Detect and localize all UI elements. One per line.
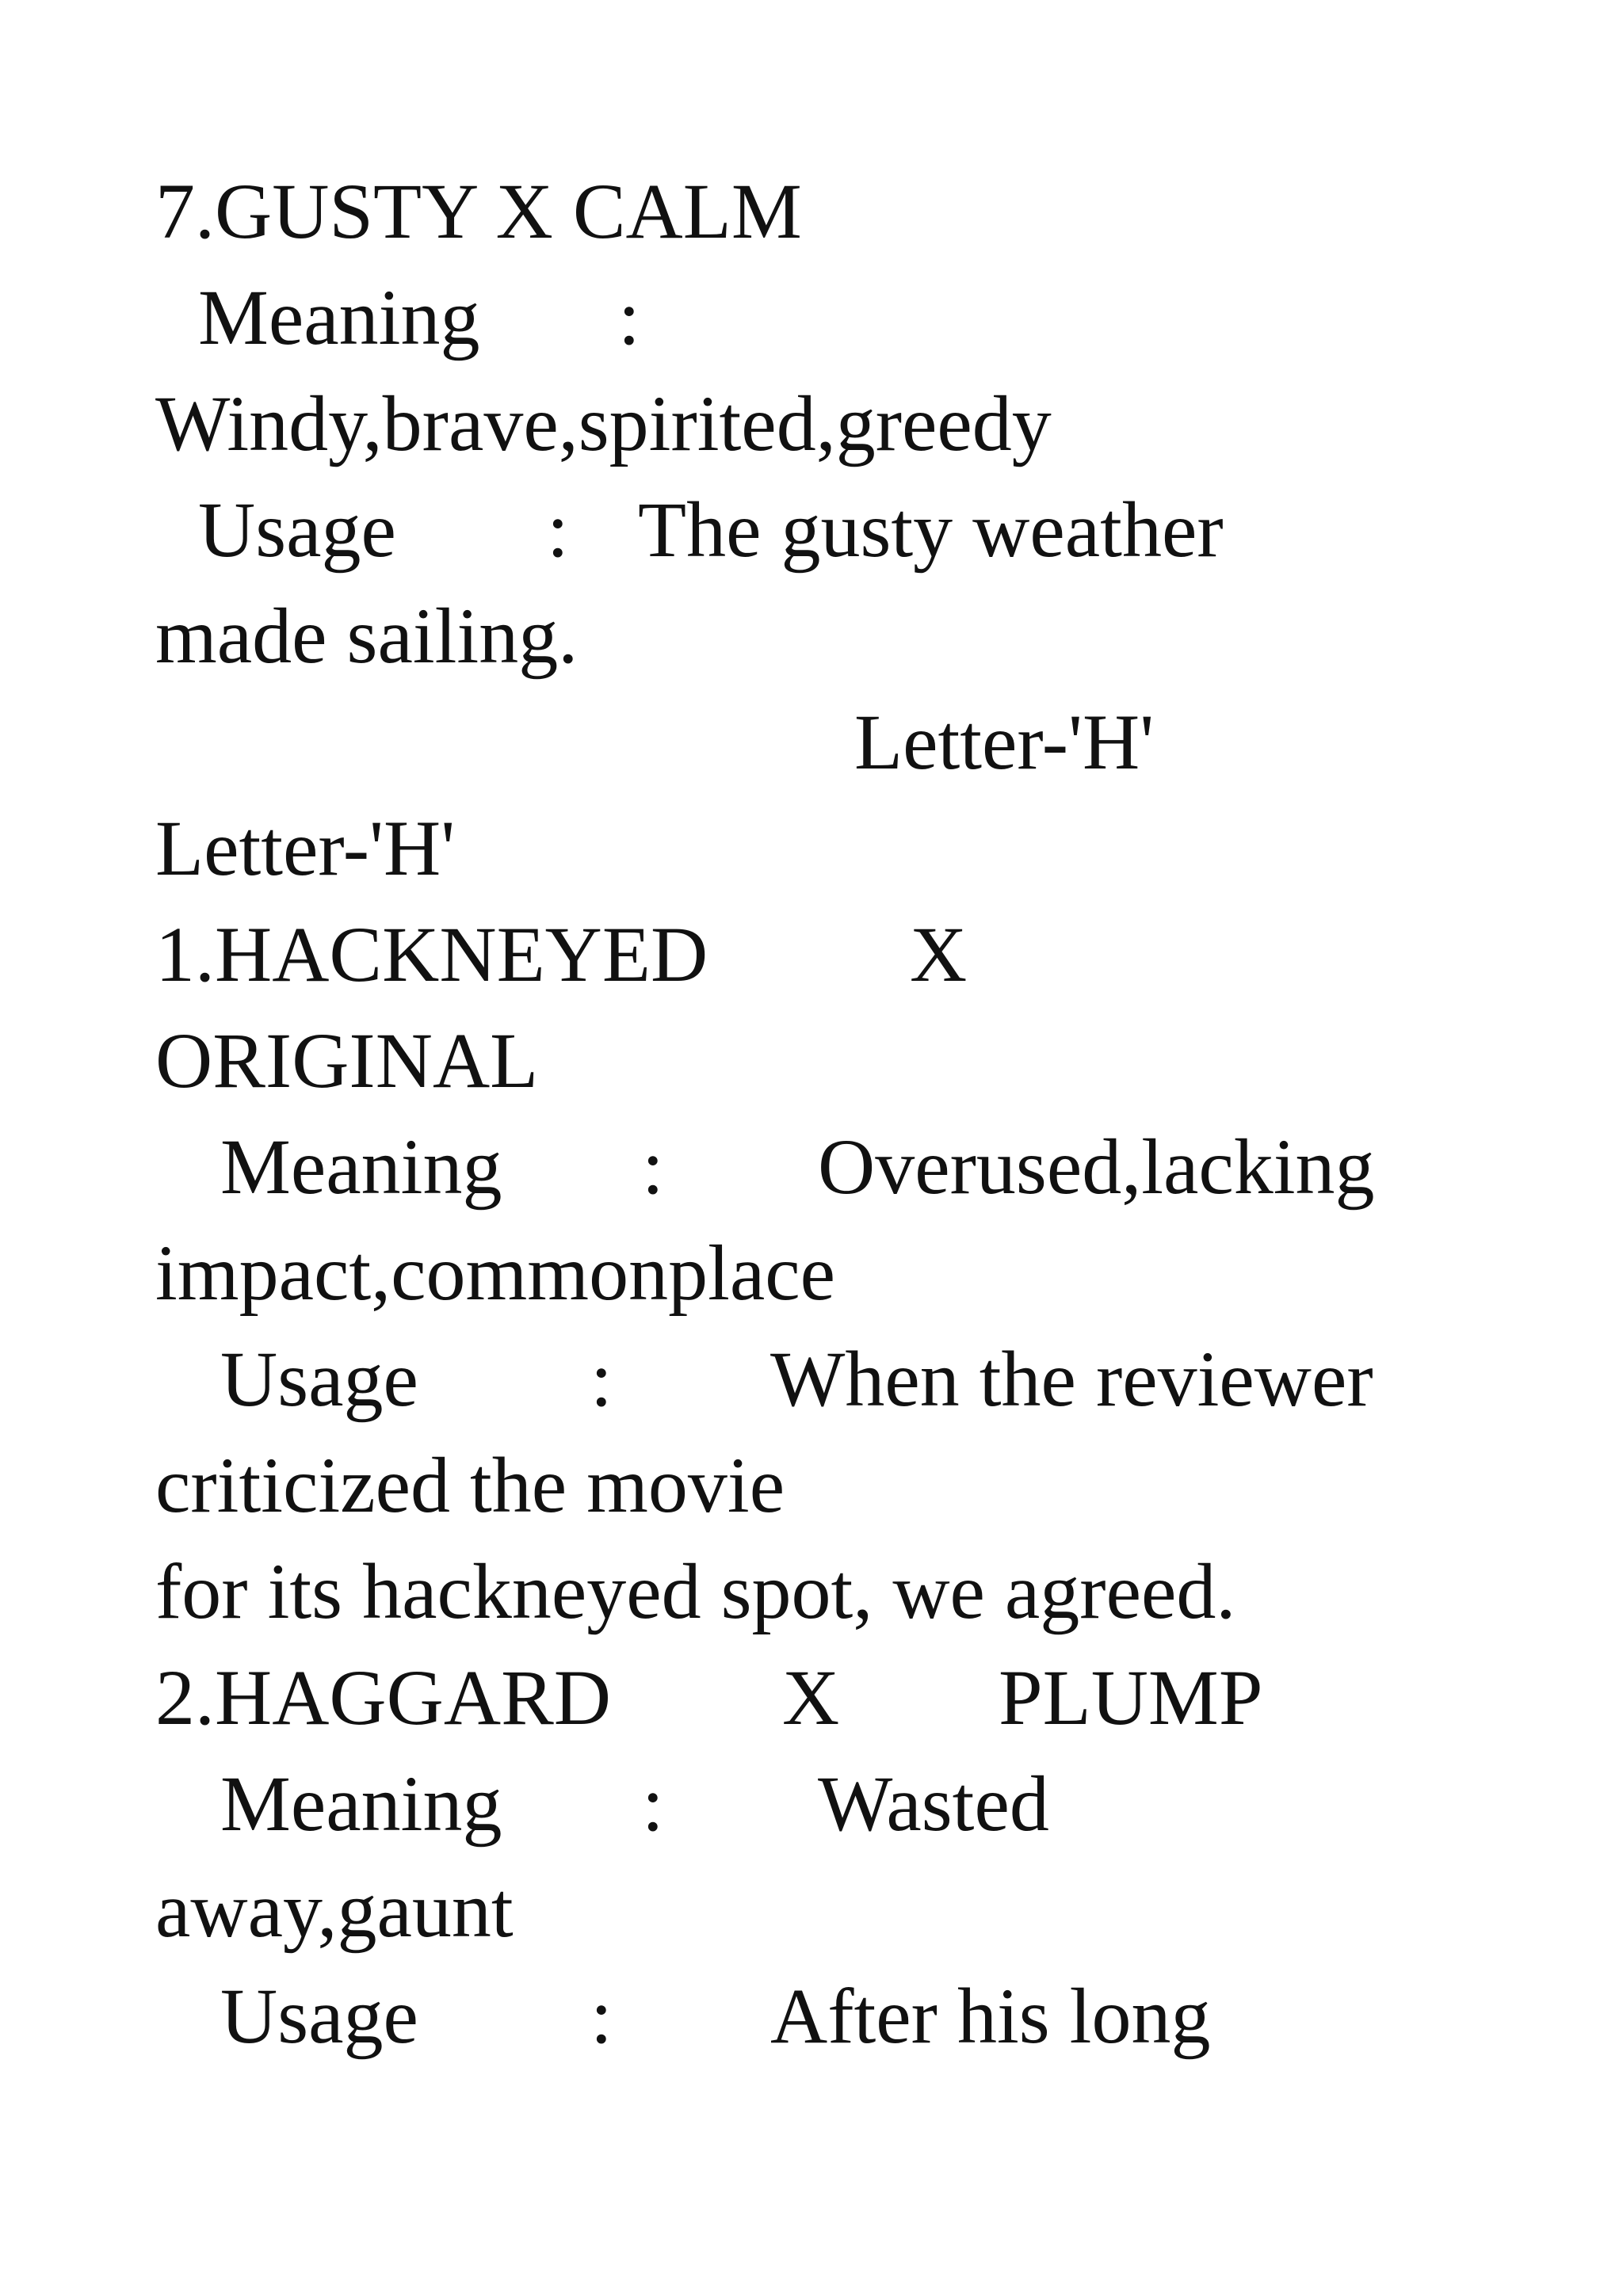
usage-text: The gusty weather <box>638 486 1224 574</box>
usage-label: Usage <box>220 1335 418 1423</box>
usage-label: Usage <box>198 486 396 574</box>
section-heading: Letter-'H' <box>854 698 1155 786</box>
usage-text: After his long <box>770 1972 1211 2060</box>
meaning-label: Meaning <box>198 273 480 361</box>
entry-title-hackneyed: 1.HACKNEYED <box>155 910 708 998</box>
entry-title-haggard: 2.HAGGARD <box>155 1653 611 1741</box>
meaning-text-continued: impact,commonplace <box>155 1229 836 1317</box>
entry-separator: X <box>782 1653 840 1741</box>
entry-title-gusty: 7.GUSTY X CALM <box>155 167 802 255</box>
entry-title-antonym: ORIGINAL <box>155 1016 539 1104</box>
meaning-colon: : <box>642 1760 664 1848</box>
usage-label: Usage <box>220 1972 418 2060</box>
usage-colon: : <box>590 1972 613 2060</box>
meaning-colon: : <box>642 1123 664 1211</box>
usage-colon: : <box>590 1335 613 1423</box>
usage-text-continued: for its hackneyed spot, we agreed. <box>155 1547 1236 1635</box>
meaning-text-continued: away,gaunt <box>155 1866 514 1954</box>
meaning-label: Meaning <box>220 1760 502 1848</box>
entry-separator: X <box>910 910 968 998</box>
meaning-label: Meaning <box>220 1123 502 1211</box>
usage-colon: : <box>547 486 569 574</box>
section-heading: Letter-'H' <box>155 804 456 892</box>
meaning-text: Wasted <box>818 1760 1049 1848</box>
usage-text-continued: made sailing. <box>155 592 579 680</box>
usage-text-continued: criticized the movie <box>155 1441 785 1529</box>
meaning-text: Windy,brave,spirited,greedy <box>155 379 1052 467</box>
entry-title-antonym: PLUMP <box>999 1653 1263 1741</box>
usage-text: When the reviewer <box>770 1335 1373 1423</box>
meaning-text: Overused,lacking <box>818 1123 1375 1211</box>
meaning-colon: : <box>618 273 640 361</box>
